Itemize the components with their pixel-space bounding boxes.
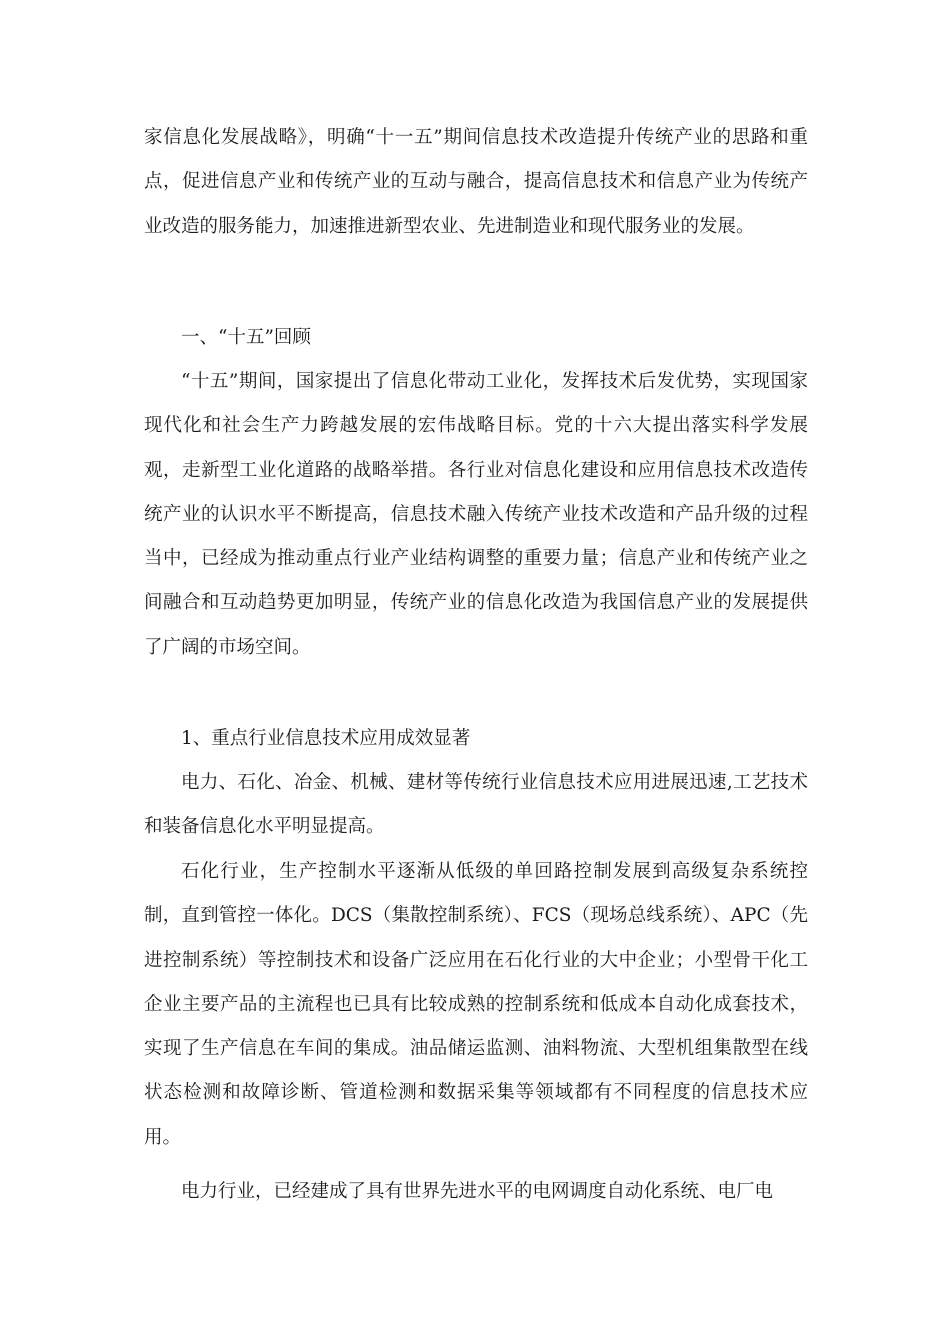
paragraph-review: “十五”期间，国家提出了信息化带动工业化，发挥技术后发优势，实现国家现代化和社会生产力跨越发展的宏伟战略目标。党的十六大提出落实科学发展观，走新型工业化道路的战略举措。各行业对信息化建设和应用信息技术改造传统产业的认识水平不断提高，信息技术融入传统产业技术改造和产品升级的过程当中，已经成为推动重点行业产业结构调整的重要力量；信息产业和传统产业之间融合和互动趋势更加明显，传统产业的信息化改造为我国信息产业的发展提供了广阔的市场空间。 xyxy=(144,371,808,658)
paragraph-petrochemical: 石化行业，生产控制水平逐渐从低级的单回路控制发展到高级复杂系统控制，直到管控一体化。DCS（集散控制系统）、FCS（现场总线系统）、APC（先进控制系统）等控制技术和设备广泛应用在石化行业的大中企业；小型骨干化工企业主要产品的主流程也已具有比较成熟的控制系统和低成本自动化成套技术，实现了生产信息在车间的集成。油品储运监测、油料物流、大型机组集散型在线状态检测和故障诊断、管道检测和数据采集等领域都有不同程度的信息技术应用。 xyxy=(144,861,808,1148)
subsection-heading-key-industries: 1、重点行业信息技术应用成效显著 xyxy=(181,728,471,749)
paragraph-intro: 家信息化发展战略》，明确“十一五”期间信息技术改造提升传统产业的思路和重点，促进信息产业和传统产业的互动与融合，提高信息技术和信息产业为传统产业改造的服务能力，加速推进新型农业、先进制造业和现代服务业的发展。 xyxy=(144,127,808,237)
paragraph-power: 电力行业，已经建成了具有世界先进水平的电网调度自动化系统、电厂电 xyxy=(181,1181,774,1202)
section-heading-review: 一、“十五”回顾 xyxy=(181,327,311,348)
paragraph-traditional-industries: 电力、石化、冶金、机械、建材等传统行业信息技术应用进展迅速,工艺技术和装备信息化水平明显提高。 xyxy=(144,772,808,838)
